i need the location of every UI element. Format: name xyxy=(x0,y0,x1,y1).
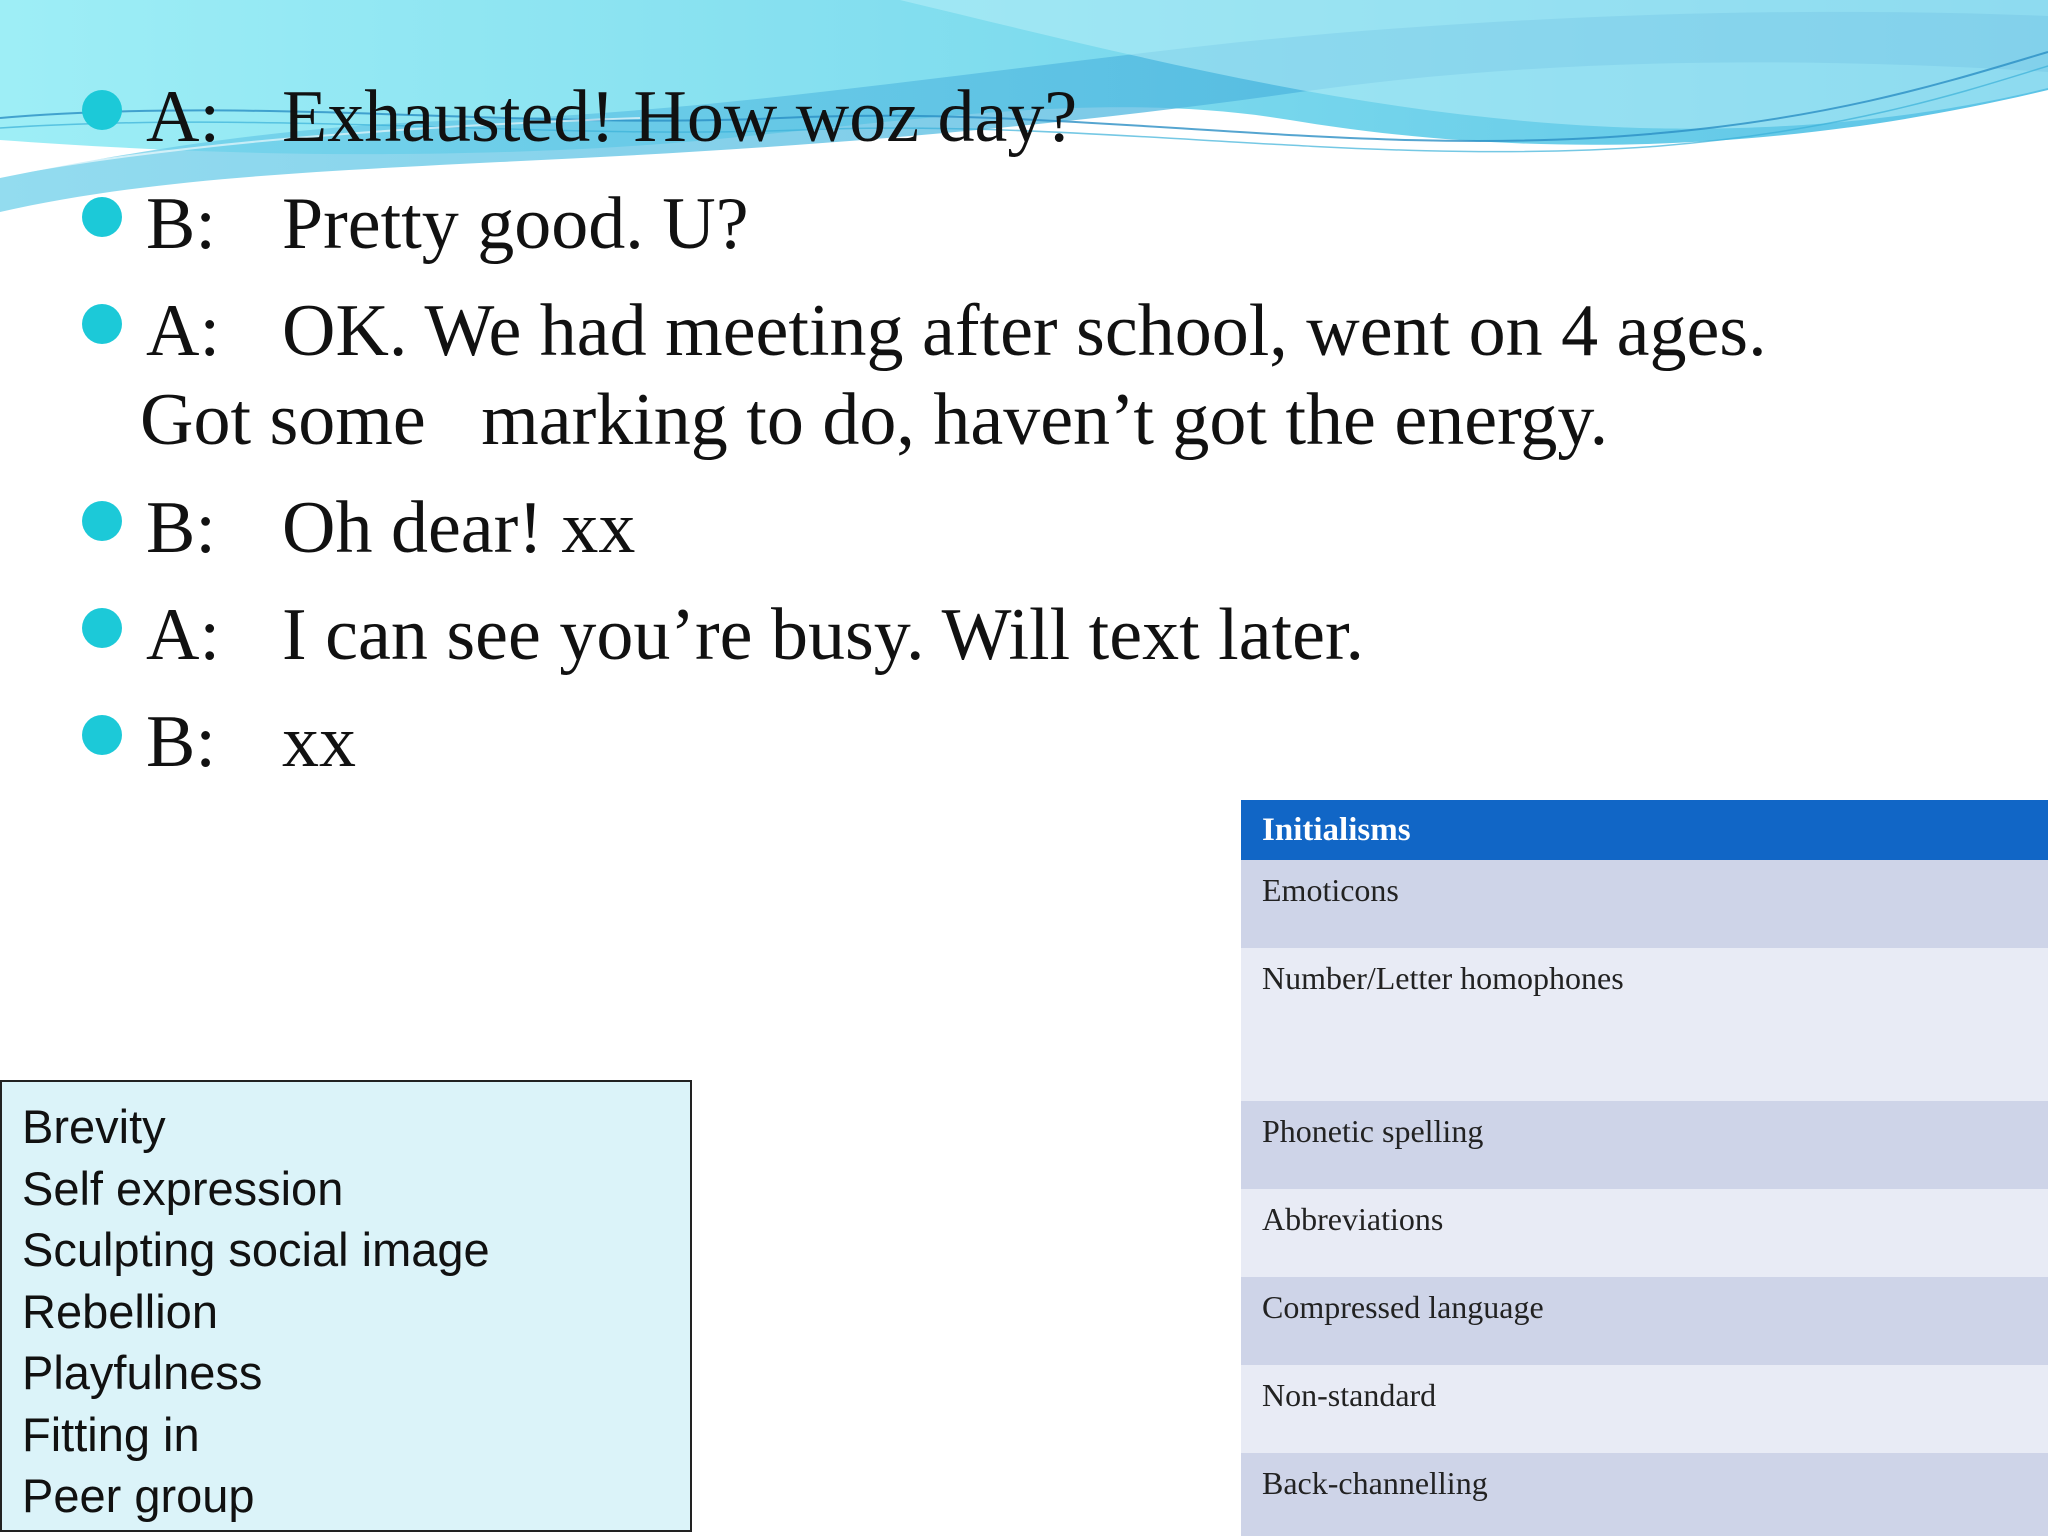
speaker-label: B: xyxy=(146,487,216,569)
features-table xyxy=(1241,800,2048,1536)
table-row: Emoticons xyxy=(1241,860,2048,948)
reason-item: Playfulness xyxy=(22,1346,263,1399)
utterance-continuation-text: Got some marking to do, haven’t got the energy. xyxy=(140,379,1609,461)
table-row: Phonetic spelling xyxy=(1241,1101,2048,1189)
table-row: Back-channelling xyxy=(1241,1453,2048,1536)
table-row: Non-standard xyxy=(1241,1365,2048,1453)
speaker-label: B: xyxy=(146,183,216,265)
table-header: Initialisms xyxy=(1241,800,2048,860)
speaker-label: A: xyxy=(146,290,220,372)
utterance-text: I can see you’re busy. Will text later. xyxy=(282,594,1364,676)
utterance-text: OK. We had meeting after school, went on 4 ages. xyxy=(282,290,1767,372)
utterance-text: Exhausted! How woz day? xyxy=(282,76,1078,158)
utterance-text: Pretty good. U? xyxy=(282,183,749,265)
bullet-icon xyxy=(82,90,122,130)
bullet-icon xyxy=(82,501,122,541)
utterance-text: xx xyxy=(282,701,356,783)
speaker-label: A: xyxy=(146,594,220,676)
reason-item: Brevity xyxy=(22,1100,166,1153)
speaker-label: B: xyxy=(146,701,216,783)
reasons-box xyxy=(0,1080,692,1532)
table-row: Compressed language xyxy=(1241,1277,2048,1365)
reason-item: Peer group xyxy=(22,1469,255,1522)
bullet-icon xyxy=(82,715,122,755)
table-row: Abbreviations xyxy=(1241,1189,2048,1277)
reason-item: Self expression xyxy=(22,1161,344,1215)
reason-item: Sculpting social image xyxy=(22,1223,490,1276)
table-row: Number/Letter homophones xyxy=(1241,948,2048,1101)
utterance-text: Oh dear! xx xyxy=(282,487,636,569)
bullet-icon xyxy=(82,197,122,237)
speaker-label: A: xyxy=(146,76,220,158)
bullet-icon xyxy=(82,304,122,344)
reason-item: Fitting in xyxy=(22,1407,200,1461)
bullet-icon xyxy=(82,608,122,648)
reason-item: Rebellion xyxy=(22,1284,218,1338)
